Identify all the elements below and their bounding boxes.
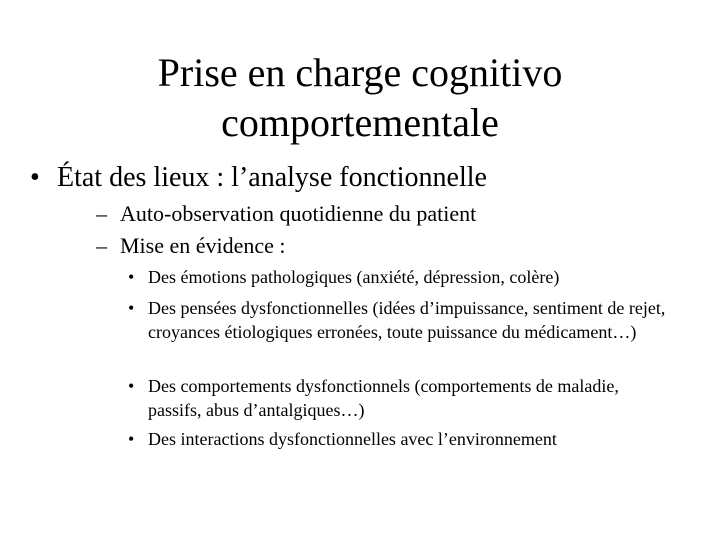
dash-marker: – (96, 233, 107, 258)
detail-item-text: Des pensées dysfonctionnelles (idées d’impuissance, sentiment de rejet, croyances étiologiques erronées, toute puissance du médicament…) (148, 298, 666, 342)
bullet-marker: • (128, 267, 135, 287)
bullet-marker: • (128, 298, 135, 318)
slide-title-line-1: Prise en charge cognitivo (157, 50, 563, 95)
detail-item-text: Des comportements dysfonctionnels (comportements de maladie, passifs, abus d’antalgiques…) (148, 376, 619, 420)
dash-marker: – (96, 201, 107, 226)
bullet-marker: • (128, 429, 135, 449)
sub-bullet-text: Mise en évidence : (120, 233, 286, 258)
detail-item-interactions (128, 427, 668, 451)
detail-item-text: Des émotions pathologiques (anxiété, dépression, colère) (148, 267, 560, 287)
slide-title-line-2: comportementale (221, 100, 499, 145)
sub-bullet-text: Auto-observation quotidienne du patient (120, 201, 477, 226)
bullet-text: État des lieux : l’analyse fonctionnelle (57, 162, 487, 193)
bullet-marker: • (30, 162, 40, 193)
detail-item-comportements (128, 374, 668, 422)
bullet-marker: • (128, 376, 135, 396)
detail-item-text: Des interactions dysfonctionnelles avec l’environnement (148, 429, 557, 449)
slide-title (60, 48, 660, 148)
detail-item-pensees (128, 296, 668, 344)
detail-item-emotions (128, 265, 668, 289)
